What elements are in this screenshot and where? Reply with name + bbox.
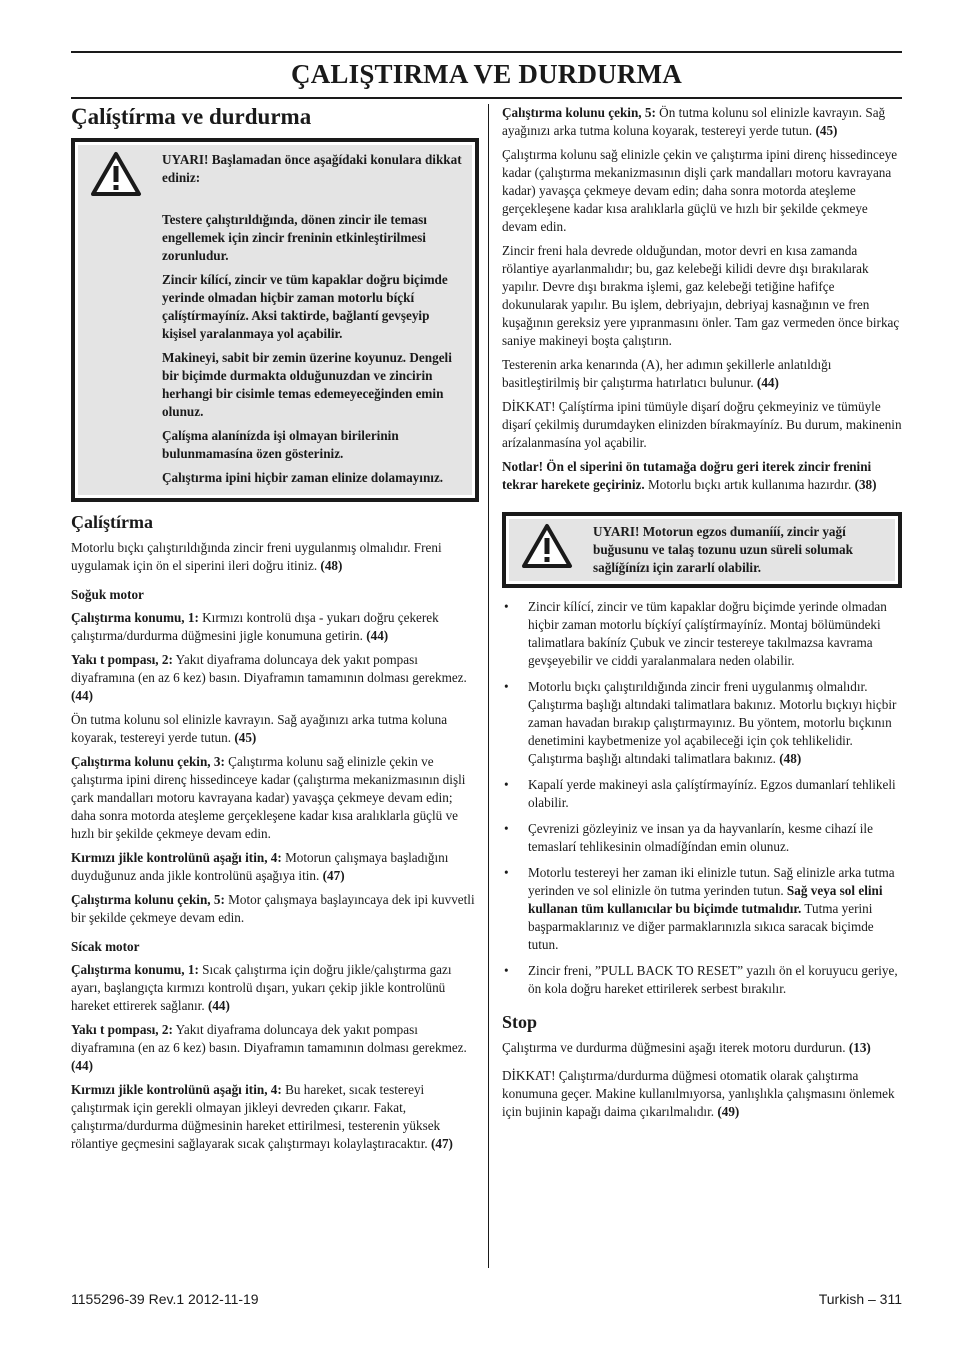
note-label: Notlar! Ön el siperini ön tutamağa doğru geri iterek zincir frenini tekrar harekete geçiriniz. xyxy=(502,459,872,492)
paragraph: DİKKAT! Çalíştírma ipini tümüyle dişarí doğru çekmeyiniz ve tümüyle dişarí çekilmiş durumdayken elinizden bírakmayíníz. Bu durum, makinenin arízalanmasína yol açabilir. xyxy=(502,399,902,450)
bullet-item xyxy=(502,820,902,856)
paragraph-text: Kırmızı kontrolü dışa - yukarı doğru çekerek çalıştırma/durdurma düğmesini jigle konumuna getirin. xyxy=(71,610,439,643)
figure-ref: (48) xyxy=(320,558,343,573)
paragraph-text: Çalıştırma ve durdurma düğmesini aşağı iterek motoru durdurun. xyxy=(502,1040,849,1055)
figure-ref: (38) xyxy=(854,477,877,492)
figure-ref: (48) xyxy=(779,751,802,766)
paragraph-text: Motorun çalışmaya başladığını duyduğunuz anda jikle kontrolünü aşağıya itin. xyxy=(71,850,449,883)
stop-paragraph xyxy=(502,1067,902,1121)
step-label: Kırmızı jikle kontrolünü aşağı itin, 4: xyxy=(71,850,282,865)
paragraph-text: Testerenin arka kenarında (A), her adımın şekillerle anlatıldığı basitleştirilmiş bir çalıştırma hatırlatıcı bulunur. xyxy=(502,357,832,390)
bullet-item xyxy=(502,598,902,670)
cold-motor-heading: Soğuk motor xyxy=(71,587,144,602)
section-title: Çalíştírma ve durdurma xyxy=(71,104,312,129)
step-label: Kırmızı jikle kontrolünü aşağı itin, 4: xyxy=(71,1082,282,1097)
figure-ref: (44) xyxy=(207,998,230,1013)
footer-page-number: Turkish – 311 xyxy=(818,1291,902,1307)
paragraph-text: Kapalí yerde makineyi asla çalíştírmayíníz. Egzos dumanlarí tehlikeli olabilir. xyxy=(528,777,896,810)
figure-ref: (13) xyxy=(848,1040,871,1055)
paragraph-text: Sıcak çalıştırma için doğru jikle/çalıştırma gazı ayarı, başlangıçta kırmızı kontrolü dışarı, yukarı çekip jikle kontrolünü hareket ettirerek sağlanır. xyxy=(71,962,452,1013)
paragraph xyxy=(502,356,902,392)
bold-emphasis: Sağ veya sol elini kullanan tüm kullanıcılar bu biçimde tutmalıdır. xyxy=(528,883,883,916)
paragraph-text: Motor çalışmaya başlayıncaya dek ipi kuvvetli bir şekilde çekmeye devam edin. xyxy=(71,892,475,925)
warning-text: UYARI! Başlamadan önce aşağídaki konulara dikkat ediniz: xyxy=(162,152,462,185)
figure-ref: (49) xyxy=(717,1104,740,1119)
step-paragraph xyxy=(502,104,902,140)
step-paragraph xyxy=(71,961,479,1015)
bullet-item xyxy=(502,776,902,812)
paragraph-text: Motorlu testereyi her zaman iki elinizle tutun. Sağ elinizle arka tutma yerinden ve sol elinizle ön tutma yerinden tutun. xyxy=(528,865,895,898)
step-label: Çalıştırma konumu, 1: xyxy=(71,610,199,625)
note-paragraph xyxy=(502,458,902,494)
warning-text: Makineyi, sabit bir zemin üzerine koyunuz. Dengeli bir biçimde durmakta olduğunuzdan ve zincirin herhangi bir cisimle temas edemeyeceğinden emin olunuz. xyxy=(162,350,452,419)
step-paragraph xyxy=(71,609,479,645)
step-paragraph xyxy=(71,891,479,927)
start-heading: Çalíştírma xyxy=(71,512,153,532)
warning-box xyxy=(71,138,479,502)
paragraph-text: Zincir freni, ”PULL BACK TO RESET” yazılı ön el koruyucu geriye, ön kola doğru hareket ettirilerek serbest bırakılır. xyxy=(528,963,898,996)
warning-text: UYARI! Motorun egzos dumanííí, zincir yağí buğusunu ve talaş tozunu uzun süreli solumak sağlíğínízı için zararlí olabilir. xyxy=(593,524,853,575)
warning-triangle-icon xyxy=(90,151,142,197)
step-label: Yakı t pompası, 2: xyxy=(71,1022,173,1037)
hot-steps xyxy=(71,961,479,1153)
warning-text: Zincir kílící, zincir ve tüm kapaklar doğru biçimde yerinde olmadan hiçbir zaman motorlu bíçkí çalíştírmayíníz. Aksi taktirde, bağlantí gevşeyip kişisel yaralanmaya yol açabilir. xyxy=(162,272,448,341)
figure-ref: (44) xyxy=(71,688,93,703)
right-column xyxy=(502,104,902,1127)
paragraph-text: Çevrenizi gözleyiniz ve insan ya da hayvanlarín, kesme cihazí ile temaslarí tehlikesinin olmadíğíndan emin olunuz. xyxy=(528,821,873,854)
figure-ref: (45) xyxy=(815,123,838,138)
hot-motor-heading: Sícak motor xyxy=(71,939,140,954)
paragraph-text: Motorlu bıçkı çalıştırıldığında zincir freni uygulanmış olmalıdır. Çalıştırma başlığı altındaki talimatlara bakınız. Motorlu bıçkıyı hiçbir zaman havadan bırakıp çalıştırmayınız. Bu yöntem, motorlu bıçkının denetimini kaybetmenize yol açabileceği için çok tehlikelidir. Çalıştırma başlığı altındaki talimatlara bakınız. xyxy=(528,679,897,766)
paragraph-text: Zincir kílící, zincir ve tüm kapaklar doğru biçimde yerinde olmadan hiçbir zaman motorlu bíçkíyí çalíştírmayíníz. Montaj bölümündeki talimatlara bakíníz Çubuk ve zincir testereye takılmazsa kavrama gevşeyebilir ve ciddi yaralanmalara neden olabilir. xyxy=(528,599,887,668)
paragraph-text: Çalıştırma kolunu sağ elinizle çekin ve çalıştırma ipini direnç hissedinceye kadar (çalıştırma mekanizmasının dişli çark mandalları motoru kavrayana kadar) yavaşça çekmeye devam edin; daha sonra motorda ateşleme gerçekleşene kadar kısa aralıklarla güçlü ve hızlı bir şekilde çekmeye devam edin. xyxy=(71,754,466,841)
step-label: Çalıştırma kolunu çekin, 3: xyxy=(71,754,225,769)
bullet-item xyxy=(502,962,902,998)
paragraph-text: Motorlu bıçkı çalıştırıldığında zincir freni uygulanmış olmalıdır. Freni uygulamak için ön el siperini ileri doğru itiniz. xyxy=(71,540,442,573)
warning-triangle-icon xyxy=(521,523,573,569)
step-label: Çalıştırma kolunu çekin, 5: xyxy=(71,892,225,907)
figure-ref: (44) xyxy=(756,375,779,390)
step-label: Yakı t pompası, 2: xyxy=(71,652,173,667)
figure-ref: (47) xyxy=(430,1136,453,1151)
stop-paragraph xyxy=(502,1039,902,1057)
paragraph-text: Bu hareket, sıcak testereyi çalıştırmak için gerekli olmayan jikleyi devreden çıkarır. Fakat, çalıştırma/durdurma düğmesinin hareket ettirilmesi, testerenin yüksek rölantiye geçmesini sağlayarak sıcak çalıştırmayı kolaylaştıracaktır. xyxy=(71,1082,441,1151)
warning-text: Çalíşma alanínízda işi olmayan birilerinin bulunmamasína özen gösteriniz. xyxy=(162,428,399,461)
page-title: ÇALIŞTIRMA VE DURDURMA xyxy=(291,59,682,89)
paragraph-text: Yakıt diyaframa doluncaya dek yakıt pompası diyaframına (en az 6 kez) basın. Diyaframın tamamının dolması gerekmez. xyxy=(71,652,467,685)
figure-ref: (47) xyxy=(322,868,345,883)
column-divider xyxy=(488,104,489,1268)
paragraph: Çalıştırma kolunu sağ elinizle çekin ve çalıştırma ipini direnç hissedinceye kadar (çalıştırma mekanizmasının dişli çark mandalları motoru kavrayana kadar) yavaşça çekmeye devam edin; daha sonra motorda ateşleme gerçekleşene kadar kısa aralıklarla güçlü ve hızlı bir şekilde çekmeye devam edin. xyxy=(502,147,898,234)
figure-ref: (44) xyxy=(71,1058,93,1073)
safety-bullets xyxy=(502,598,902,998)
stop-heading: Stop xyxy=(502,1012,538,1032)
paragraph-text: DİKKAT! Çalıştırma/durdurma düğmesi otomatik olarak çalıştırma konumuna geçer. Makine kullanılmıyorsa, yanlışlıkla çalışmasını önlemek için bujinin kapağı daima çıkarılmalıdır. xyxy=(502,1068,895,1119)
step-paragraph xyxy=(71,711,479,747)
figure-ref: (44) xyxy=(366,628,389,643)
paragraph: Zincir freni hala devrede olduğundan, motor devri en kısa zamanda rölantiye ayarlanmalıdır; bu, gaz kelebeği kilidi devre dışı bırakılarak yapılır. Devre dışı bırakma işlemi, gaz kelebeği tetiğine hafifçe dokunularak yapılır. Bu işlem, debriyajın, debriyaj kasnağının ve fren kuşağının gereksiz yere yıpranmasını önler. Tam gaz vermeden önce birkaç saniye makineyi boşta çalıştırın. xyxy=(502,243,900,348)
left-column xyxy=(71,104,479,1159)
step-paragraph xyxy=(71,849,479,885)
paragraph-text: Ön tutma kolunu sol elinizle kavrayın. Sağ ayağınızı arka tutma koluna koyarak, testereyi yerde tutun. xyxy=(502,105,886,138)
paragraph-text: Tutma yerini başparmaklarınız ve diğer parmaklarınızla sıkıca saracak biçimde tutun. xyxy=(528,901,874,952)
cold-steps xyxy=(71,609,479,927)
paragraph-text: Motorlu bıçkı artık kullanıma hazırdır. xyxy=(644,477,855,492)
step-paragraph xyxy=(71,1081,479,1153)
warning-text: Testere çalıştırıldığında, dönen zincir ile teması engellemek için zincir freninin etkinleştirilmesi zorunludur. xyxy=(162,212,427,263)
figure-ref: (45) xyxy=(234,730,257,745)
paragraph-text: Yakıt diyaframa doluncaya dek yakıt pompası diyaframına (en az 6 kez) basın. Diyaframın tamamının dolması gerekmez. xyxy=(71,1022,467,1055)
page-title-bar xyxy=(71,51,902,99)
footer-doc-id: 1155296-39 Rev.1 2012-11-19 xyxy=(71,1291,259,1307)
step-paragraph xyxy=(71,651,479,705)
paragraph-text: Ön tutma kolunu sol elinizle kavrayın. Sağ ayağınızı arka tutma koluna koyarak, testereyi yerde tutun. xyxy=(71,712,448,745)
step-paragraph xyxy=(71,1021,479,1075)
bullet-item xyxy=(502,678,902,768)
bullet-item xyxy=(502,864,902,954)
step-label: Çalıştırma konumu, 1: xyxy=(71,962,199,977)
step-label: Çalıştırma kolunu çekin, 5: xyxy=(502,105,656,120)
warning-box-2 xyxy=(502,512,902,588)
warning-text: Çalıştırma ipini hiçbir zaman elinize dolamayınız. xyxy=(162,470,444,485)
start-intro xyxy=(71,539,479,575)
step-paragraph xyxy=(71,753,479,843)
